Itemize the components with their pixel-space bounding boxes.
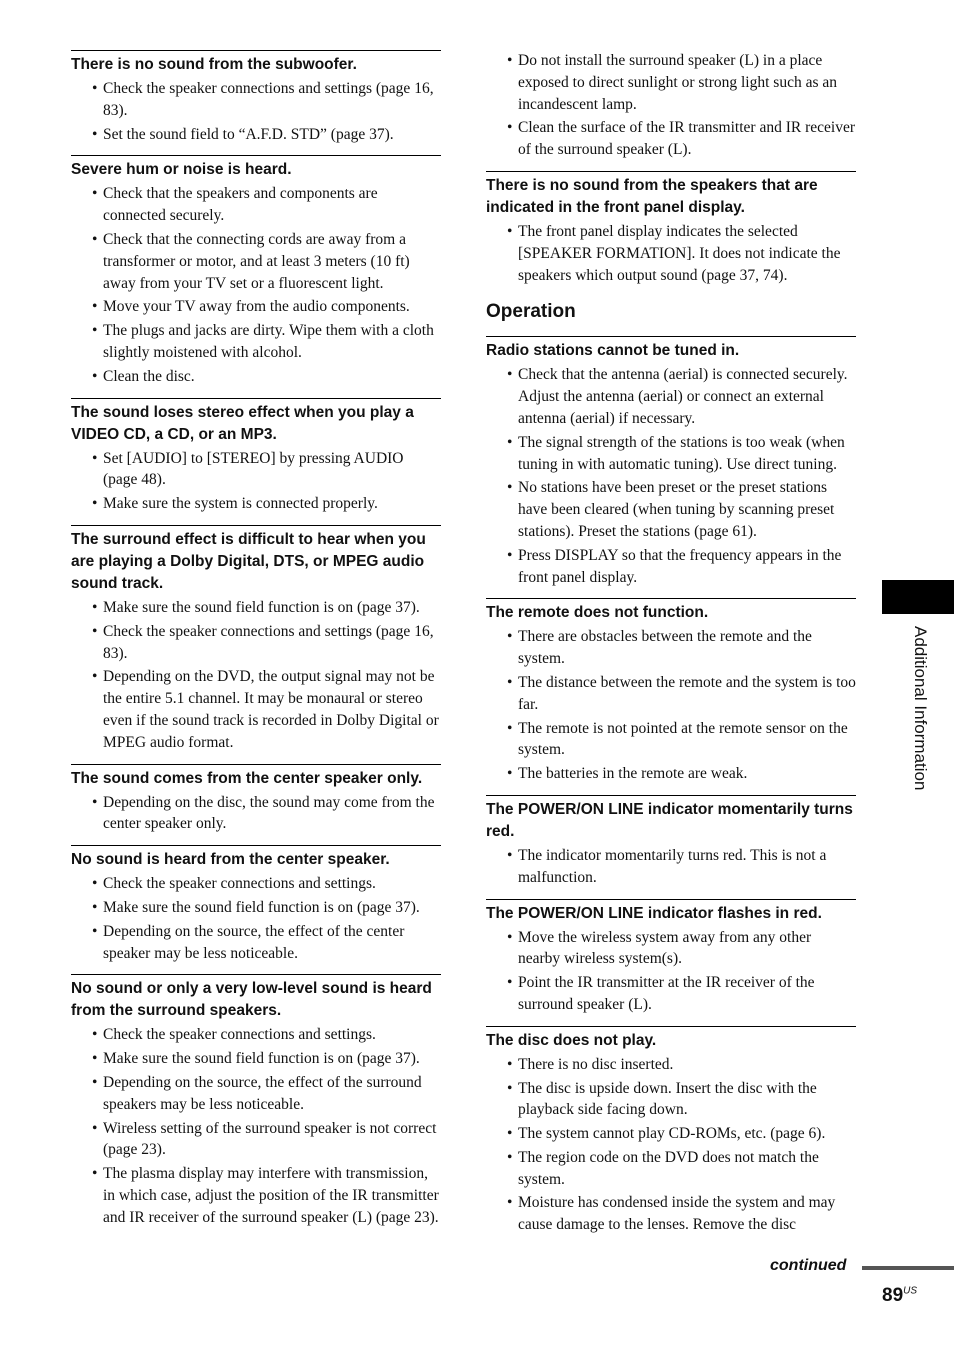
- bullet-item: • The system cannot play CD-ROMs, etc. (page 6).: [486, 1123, 856, 1145]
- bullet-item: • Wireless setting of the surround speaker is not correct (page 23).: [71, 1118, 441, 1162]
- bullet-item: • Check the speaker connections and settings.: [71, 1024, 441, 1046]
- bullet-list: [71, 183, 441, 387]
- troubleshooting-section: [486, 598, 856, 785]
- right-column: [486, 50, 856, 1246]
- bullet-list: [71, 78, 441, 145]
- bullet-item: • Check that the speakers and components are connected securely.: [71, 183, 441, 227]
- bullet-item: • Depending on the source, the effect of the center speaker may be less noticeable.: [71, 921, 441, 965]
- bullet-list: [71, 1024, 441, 1228]
- bullet-item: • Check the speaker connections and settings (page 16, 83).: [71, 621, 441, 665]
- bullet-list: [486, 1054, 856, 1236]
- troubleshooting-section: [71, 845, 441, 964]
- troubleshooting-section: [71, 155, 441, 387]
- bullet-item: • Depending on the DVD, the output signal may not be the entire 5.1 channel. It may be monaural or stereo even if the sound track is recorded in Dolby Digital or MPEG audio format.: [71, 666, 441, 753]
- continued-label: continued: [770, 1257, 847, 1274]
- bullet-list: [71, 597, 441, 754]
- section-heading: The POWER/ON LINE indicator flashes in red.: [486, 904, 822, 922]
- troubleshooting-section: [71, 974, 441, 1228]
- operation-heading: Operation: [486, 301, 576, 323]
- left-column: [71, 50, 441, 1238]
- bullet-list: [486, 845, 856, 889]
- bullet-item: • The plasma display may interfere with transmission, in which case, adjust the position of the IR transmitter and IR receiver of the surround speaker (L) (page 23).: [71, 1163, 441, 1228]
- bullet-list: [486, 221, 856, 286]
- bullet-item: • Clean the disc.: [71, 366, 441, 388]
- bullet-item: • The indicator momentarily turns red. This is not a malfunction.: [486, 845, 856, 889]
- troubleshooting-section: [71, 764, 441, 836]
- troubleshooting-section: [486, 336, 856, 588]
- side-tab-label: Additional Information: [911, 626, 930, 791]
- page-region-suffix: US: [903, 1285, 918, 1297]
- troubleshooting-section: [486, 171, 856, 286]
- page-number-value: 89: [882, 1285, 904, 1306]
- bullet-item: • The remote is not pointed at the remote sensor on the system.: [486, 718, 856, 762]
- bullet-item: • Make sure the sound field function is on (page 37).: [71, 897, 441, 919]
- bullet-item: • Clean the surface of the IR transmitter and IR receiver of the surround speaker (L).: [486, 117, 856, 161]
- section-tab-marker: [882, 580, 954, 614]
- bullet-item: • Set [AUDIO] to [STEREO] by pressing AUDIO (page 48).: [71, 448, 441, 492]
- bullet-item: • Check the speaker connections and settings.: [71, 873, 441, 895]
- bullet-item: • Do not install the surround speaker (L) in a place exposed to direct sunlight or strong light such as an incandescent lamp.: [486, 50, 856, 115]
- bullet-item: • Check that the antenna (aerial) is connected securely. Adjust the antenna (aerial) or connect an external antenna (aerial) if necessary.: [486, 364, 856, 429]
- bullet-item: • Moisture has condensed inside the system and may cause damage to the lenses. Remove the disc: [486, 1192, 856, 1236]
- bullet-item: • Make sure the sound field function is on (page 37).: [71, 1048, 441, 1070]
- section-heading: There is no sound from the subwoofer.: [71, 56, 357, 73]
- bullet-item: • The region code on the DVD does not match the system.: [486, 1147, 856, 1191]
- bullet-item: • The distance between the remote and the system is too far.: [486, 672, 856, 716]
- section-heading: Severe hum or noise is heard.: [71, 161, 292, 179]
- bullet-list: [486, 626, 856, 785]
- bullet-list: [71, 792, 441, 836]
- bullet-item: • Check the speaker connections and settings (page 16, 83).: [71, 78, 441, 122]
- bullet-item: • Depending on the disc, the sound may come from the center speaker only.: [71, 792, 441, 836]
- section-heading: The sound loses stereo effect when you play a VIDEO CD, a CD, or an MP3.: [71, 403, 414, 443]
- page-number: [882, 1285, 917, 1307]
- bullet-list: [71, 448, 441, 515]
- section-heading: No sound is heard from the center speaker.: [71, 851, 390, 869]
- section-heading: The surround effect is difficult to hear when you are playing a Dolby Digital, DTS, or MPEG audio sound track.: [71, 530, 426, 592]
- section-heading: No sound or only a very low-level sound is heard from the surround speakers.: [71, 980, 432, 1020]
- bullet-item: • The plugs and jacks are dirty. Wipe them with a cloth slightly moistened with alcohol.: [71, 320, 441, 364]
- bullet-item: • Check that the connecting cords are away from a transformer or motor, and at least 3 meters (10 ft) away from your TV set or a fluorescent light.: [71, 229, 441, 294]
- bullet-item: • Depending on the source, the effect of the surround speakers may be less noticeable.: [71, 1072, 441, 1116]
- section-surround-speaker-tips: [486, 50, 856, 161]
- troubleshooting-section: [486, 1026, 856, 1236]
- section-heading: The disc does not play.: [486, 1031, 657, 1049]
- section-heading: The sound comes from the center speaker only.: [71, 769, 423, 787]
- bullet-item: • The batteries in the remote are weak.: [486, 763, 856, 785]
- bullet-item: • Move your TV away from the audio components.: [71, 296, 441, 318]
- continued-rule: [862, 1266, 954, 1270]
- troubleshooting-section: [71, 50, 441, 145]
- bullet-item: • Make sure the system is connected properly.: [71, 493, 441, 515]
- section-heading: The remote does not function.: [486, 604, 709, 622]
- bullet-list: [486, 50, 856, 161]
- section-heading: The POWER/ON LINE indicator momentarily turns red.: [486, 800, 853, 840]
- bullet-item: • The front panel display indicates the selected [SPEAKER FORMATION]. It does not indicate the speakers which output sound (page 37, 74).: [486, 221, 856, 286]
- bullet-item: • Set the sound field to “A.F.D. STD” (page 37).: [71, 124, 441, 146]
- bullet-item: • Press DISPLAY so that the frequency appears in the front panel display.: [486, 545, 856, 589]
- bullet-list: [486, 927, 856, 1016]
- bullet-item: • The signal strength of the stations is too weak (when tuning in with automatic tuning). Use direct tuning.: [486, 432, 856, 476]
- troubleshooting-section: [71, 525, 441, 754]
- section-heading: There is no sound from the speakers that are indicated in the front panel display.: [486, 176, 818, 216]
- bullet-item: • The disc is upside down. Insert the disc with the playback side facing down.: [486, 1078, 856, 1122]
- section-heading: Radio stations cannot be tuned in.: [486, 342, 740, 360]
- bullet-list: [486, 364, 856, 588]
- bullet-item: • There are obstacles between the remote and the system.: [486, 626, 856, 670]
- bullet-item: • Point the IR transmitter at the IR receiver of the surround speaker (L).: [486, 972, 856, 1016]
- bullet-item: • Make sure the sound field function is on (page 37).: [71, 597, 441, 619]
- bullet-list: [71, 873, 441, 964]
- bullet-item: • There is no disc inserted.: [486, 1054, 856, 1076]
- bullet-item: • Move the wireless system away from any other nearby wireless system(s).: [486, 927, 856, 971]
- troubleshooting-section: [486, 795, 856, 889]
- bullet-item: • No stations have been preset or the preset stations have been cleared (when tuning by scanning preset stations). Preset the stations (page 61).: [486, 477, 856, 542]
- troubleshooting-section: [71, 398, 441, 515]
- troubleshooting-section: [486, 899, 856, 1016]
